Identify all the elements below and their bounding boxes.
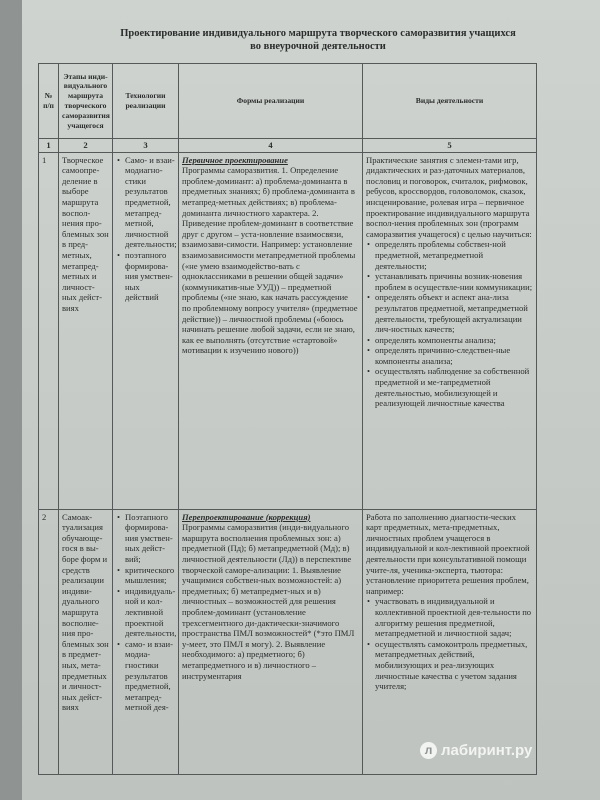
column-number: 5 (363, 139, 537, 153)
technology-item: • Поэтапного формирова-ния умствен-ных дейст-вий; (125, 512, 175, 565)
activity-item: • осуществлять самоконтроль предметных, метапредметных действий, мобилизующих и реа-лизующих личностные качества с учетом задания учителя; (375, 639, 533, 692)
forms-text: Программы саморазвития (инди-видуального маршрута восполнения проблемных зон: а) предметной (Пд); б) метапредметной (Мд); в) личностной деятельности (Лд)) в перспективе творческой саморе-ализации: 1. Выявление учащимися собствен-ных возможностей: а) предметных; б) метапредмет-ных и в) личностных – возможностей для решения проблем-доминант (установление трехсегментного ди-дактически-значимого пространства ПМЛ возможностей* (*это ПМЛ у-меет, это ПМЛ я могу). 2. Выявление необходимого: а) предметного; б) метапредметного и в) личностного – инструментария (182, 522, 355, 681)
column-number-row (39, 139, 537, 153)
labirint-logo-icon: л (420, 742, 437, 759)
column-number: 4 (179, 139, 363, 153)
title-line-1: Проектирование индивидуального маршрута творческого саморазвития учащихся (120, 28, 516, 39)
activity-item: • определять компоненты анализа; (375, 335, 533, 346)
technology-item: • индивидуаль-ной и кол-лективной проектной деятельности, (125, 586, 175, 639)
table-row (39, 152, 537, 509)
page-title (108, 27, 528, 53)
table-row (39, 509, 537, 774)
column-number: 1 (39, 139, 59, 153)
technology-item: • поэтапного формирова-ния умствен-ных действий (125, 250, 175, 303)
activity-item: • определять причинно-следствен-ные компоненты анализа; (375, 345, 533, 366)
table-header-row (39, 64, 537, 139)
column-number: 3 (113, 139, 179, 153)
activity-item: • осуществлять наблюдение за собственной предметной и ме-тапредметной деятельностью, мобилизующей и реализующей личностные качества (375, 366, 533, 408)
forms-cell (179, 509, 363, 774)
header-number: № п/п (39, 64, 59, 139)
column-number: 2 (59, 139, 113, 153)
activity-item: • определять проблемы собствен-ной предметной, метапредметной деятельности; (375, 239, 533, 271)
activity-item: • участвовать в индивидуальной и коллективной проектной дея-тельности по алгоритму решения предметной, метапредметной и личностной задач; (375, 596, 533, 638)
technology-item: • критического мышления; (125, 565, 175, 586)
watermark-text: лабиринт.ру (441, 742, 533, 759)
header-technologies: Технологии реализации (113, 64, 179, 139)
forms-cell (179, 152, 363, 509)
technology-item: • Само- и взаи-модиагно-стики результатов предметной, метапред-метной, личностной деятельности; (125, 155, 175, 250)
technologies-cell (113, 509, 179, 774)
activities-intro: Работа по заполнению диагности-ческих карт предметных, мета-предметных, личностных проблем учащегося в индивидуальной и кол-лективной проектной деятельности при консультативной помощи учите-ля, ученика-эксперта, тьютора: установление приоритета решения проблем, например: (366, 511, 530, 596)
technology-item: • само- и взаи-модиа-гностики результатов предметной, метапред-метной дея- (125, 639, 175, 713)
technologies-cell (113, 152, 179, 509)
row-number: 1 (39, 152, 59, 509)
stage-cell: Творческое самоопре-деление в выборе маршрута воспол-нения про-блемных зон в пред-метных, метапред-метных и личност-ных дейст-виях (59, 152, 113, 509)
forms-text: Программы саморазвития. 1. Определение проблем-доминант: а) проблема-доминанта в предметных знаниях; б) проблема-доминанта в метапред-метных действиях; в) проблема-доминанта личностного характера. 2. Приведение проблем-доминант в соответствие друг с другом – уста-новление взаимосвязи, взаимозави-симости. Например: установление взаимозависимости метапредметной проблемы («не умею взаимодейство-вать с одноклассниками в решении общей задачи» (коммуникатив-ные УУД)) – предметной проблемы («не знаю, как начать рассуждение по проблемному вопросу учителя» (предметное действие)) – личностной проблемы («боюсь начинать решение любой задачи, если не знаю, как ее выполнять (отсутствие «стартовой» мотивации к изучению нового)) (182, 165, 358, 356)
header-forms: Формы реализации (179, 64, 363, 139)
forms-heading: Первичное проектирование (182, 154, 288, 165)
activity-item: • определять объект и аспект ана-лиза результатов предметной, метапредметной деятельности, требующей актуализации лич-ностных качеств; (375, 292, 533, 334)
route-table (38, 63, 537, 775)
watermark (420, 742, 532, 759)
header-stages: Этапы инди-видуального маршрута творческого саморазвития учащегося (59, 64, 113, 139)
header-activities: Виды деятельности (363, 64, 537, 139)
stage-cell: Самоак-туализация обучающе-гося в вы-боре форм и средств реализации индиви-дуального маршрута восполне-ния про-блемных зон в предмет-ных, мета-предметных и личност-ных дейст-виях (59, 509, 113, 774)
row-number: 2 (39, 509, 59, 774)
forms-heading: Перепроектирование (коррекция) (182, 511, 311, 522)
activity-item: • устанавливать причины возник-новения проблем в осуществле-нии коммуникации; (375, 271, 533, 292)
book-page (22, 0, 600, 800)
title-line-2: во внеурочной деятельности (250, 41, 386, 52)
activities-cell (363, 152, 537, 509)
activities-cell (363, 509, 537, 774)
activities-intro: Практические занятия с элемен-тами игр, дидактических и раз-даточных материалов, пословиц и поговорок, считалок, рифмовок, ребусов, кроссвордов, головоломок, сказок, инсценирование, ролевая игра – первичное проектирование индивидуального маршрута воспол-нения проблемных зон (программ саморазвития учащегося) с целью научиться: (366, 154, 532, 239)
